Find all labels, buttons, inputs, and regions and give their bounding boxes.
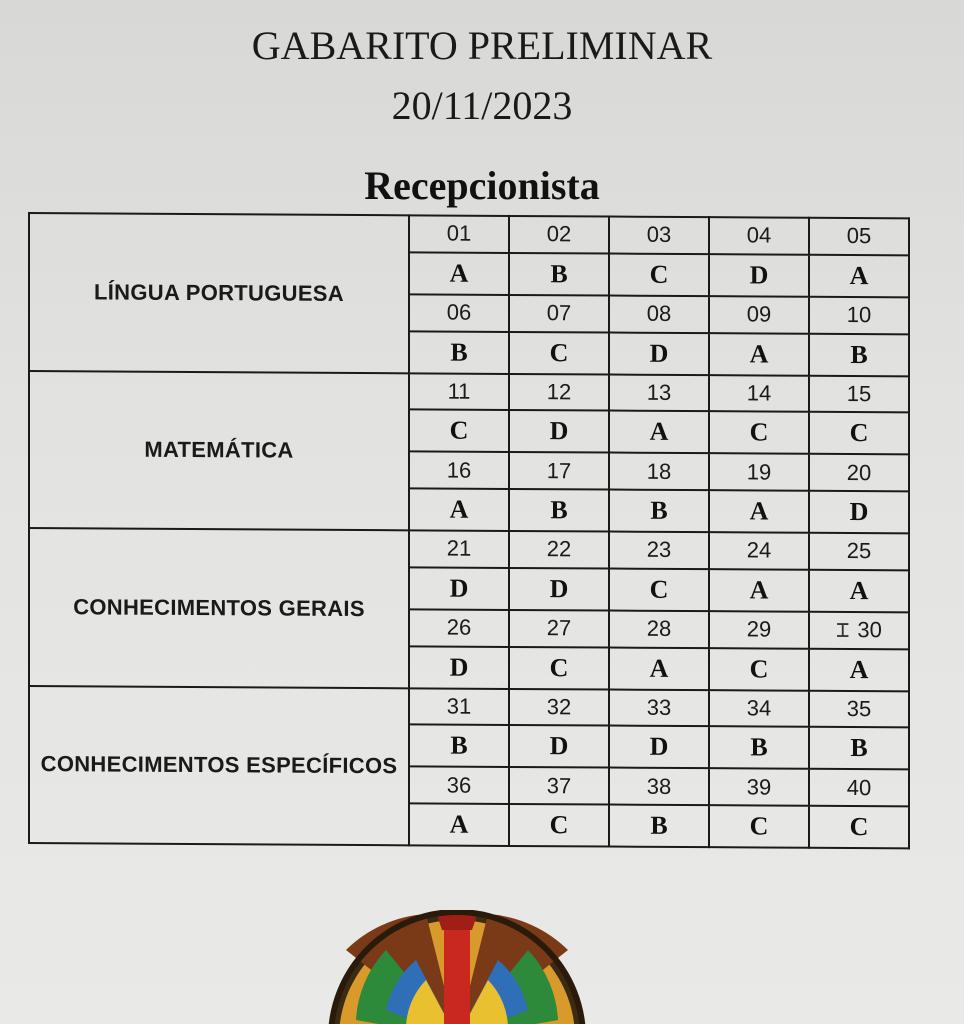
question-number: 24 — [709, 532, 809, 569]
answer-letter: C — [409, 410, 509, 453]
answer-letter: B — [509, 253, 609, 296]
question-number: 20 — [809, 454, 909, 491]
answer-letter: B — [809, 727, 909, 770]
answer-letter: A — [409, 488, 509, 531]
question-number: 27 — [509, 610, 609, 647]
question-number-row — [29, 213, 909, 255]
question-number: 40 — [809, 769, 909, 806]
subject-label: LÍNGUA PORTUGUESA — [29, 213, 409, 373]
question-number: 29 — [709, 611, 809, 648]
answer-key-table — [28, 212, 910, 849]
question-number: 28 — [609, 610, 709, 647]
question-number: 11 — [409, 373, 509, 410]
answer-letter: B — [409, 725, 509, 768]
question-number: 31 — [409, 688, 509, 725]
answer-letter: A — [809, 255, 909, 298]
answer-letter: A — [709, 569, 809, 612]
answer-letter: A — [709, 490, 809, 533]
answer-letter: C — [809, 412, 909, 455]
question-number: 25 — [809, 533, 909, 570]
answer-letter: B — [409, 331, 509, 374]
answer-letter: D — [509, 725, 609, 768]
question-number: 15 — [809, 375, 909, 412]
question-number: 05 — [809, 218, 909, 255]
question-number: 37 — [509, 767, 609, 804]
question-number: 22 — [509, 531, 609, 568]
question-number: 33 — [609, 689, 709, 726]
question-number: 21 — [409, 530, 509, 567]
question-number: 03 — [609, 217, 709, 254]
answer-letter: A — [409, 252, 509, 295]
answer-letter: D — [809, 491, 909, 534]
question-number: 17 — [509, 452, 609, 489]
question-number: 19 — [709, 453, 809, 490]
question-number-row — [29, 686, 909, 728]
answer-letter: C — [709, 648, 809, 691]
document-date: 20/11/2023 — [391, 83, 573, 128]
question-number: 26 — [409, 609, 509, 646]
question-number-text: 30 — [857, 617, 882, 643]
municipal-emblem-icon — [326, 910, 588, 1024]
answer-letter: C — [709, 805, 809, 848]
answer-key-sheet — [28, 212, 910, 849]
question-number: 07 — [509, 295, 609, 332]
answer-letter: D — [609, 726, 709, 769]
answer-letter: B — [609, 805, 709, 848]
question-number: 06 — [409, 294, 509, 331]
question-number: 32 — [509, 688, 609, 725]
answer-letter: B — [809, 333, 909, 376]
answer-letter: C — [509, 331, 609, 374]
job-role-title: Recepcionista — [364, 163, 600, 208]
question-number: 16 — [409, 452, 509, 489]
question-number: 36 — [409, 767, 509, 804]
answer-letter: D — [709, 254, 809, 297]
answer-letter: D — [409, 646, 509, 689]
question-number: 34 — [709, 690, 809, 727]
answer-letter: D — [509, 568, 609, 611]
answer-letter: C — [609, 253, 709, 296]
question-number: 13 — [609, 374, 709, 411]
question-number-row — [29, 371, 909, 413]
answer-letter: A — [409, 803, 509, 846]
answer-letter: C — [609, 568, 709, 611]
question-number: 35 — [809, 690, 909, 727]
subject-label: MATEMÁTICA — [29, 371, 409, 531]
answer-letter: A — [609, 411, 709, 454]
answer-letter: C — [809, 806, 909, 849]
question-number — [809, 612, 909, 649]
answer-letter: D — [609, 332, 709, 375]
answer-letter: C — [709, 411, 809, 454]
answer-letter: D — [509, 410, 609, 453]
question-number: 10 — [809, 297, 909, 334]
question-number-row — [29, 528, 909, 570]
question-number: 18 — [609, 453, 709, 490]
question-number: 09 — [709, 296, 809, 333]
question-number: 38 — [609, 768, 709, 805]
answer-letter: A — [809, 570, 909, 613]
question-number: 04 — [709, 217, 809, 254]
text-cursor-icon: ⌶ — [836, 618, 850, 644]
answer-letter: B — [509, 489, 609, 532]
answer-letter: A — [709, 333, 809, 376]
question-number: 23 — [609, 532, 709, 569]
answer-letter: A — [609, 647, 709, 690]
question-number: 01 — [409, 215, 509, 252]
answer-letter: B — [609, 490, 709, 533]
question-number: 12 — [509, 373, 609, 410]
answer-letter: D — [409, 567, 509, 610]
question-number: 02 — [509, 216, 609, 253]
document-title: GABARITO PRELIMINAR — [251, 23, 713, 68]
answer-letter: A — [809, 648, 909, 691]
question-number: 08 — [609, 295, 709, 332]
answer-letter: C — [509, 804, 609, 847]
subject-label: CONHECIMENTOS ESPECÍFICOS — [29, 686, 409, 846]
answer-letter: B — [709, 726, 809, 769]
answer-letter: C — [509, 646, 609, 689]
question-number: 14 — [709, 375, 809, 412]
question-number: 39 — [709, 768, 809, 805]
subject-label: CONHECIMENTOS GERAIS — [29, 528, 409, 688]
